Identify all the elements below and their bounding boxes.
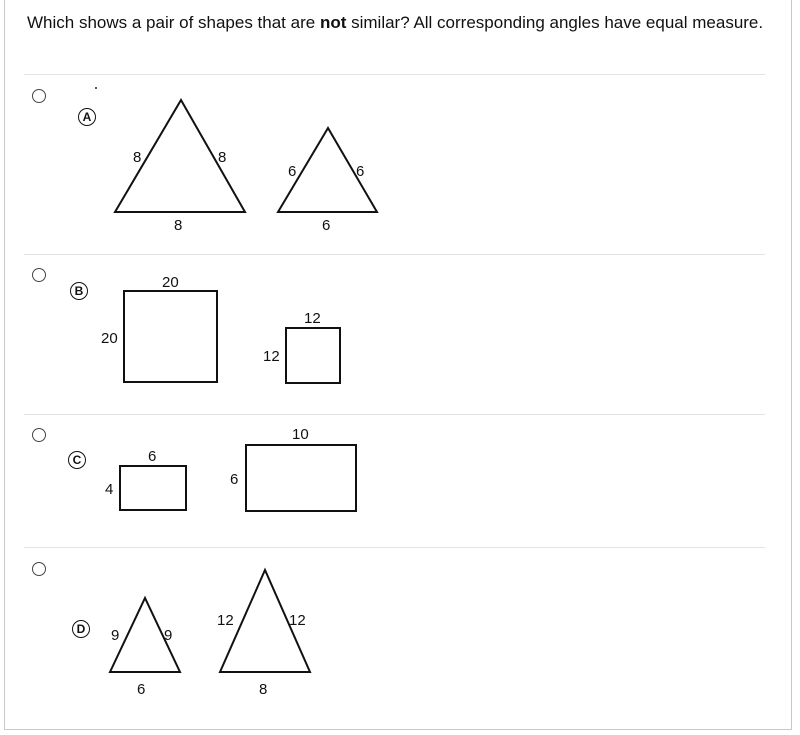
option-c-rect-large (246, 445, 356, 511)
option-a-letter: A (78, 108, 96, 126)
option-c-shape1-side-label: 4 (105, 481, 114, 498)
option-c-shape1-top-label: 6 (148, 448, 157, 465)
option-b-square-large (124, 291, 217, 382)
option-a-shape1-right-label: 8 (218, 149, 227, 166)
option-a-shape1-base-label: 8 (174, 217, 183, 234)
option-b-square-small (286, 328, 340, 383)
option-a-shape1-left-label: 8 (133, 149, 142, 166)
option-a-shape2-right-label: 6 (356, 163, 365, 180)
option-b-shape1-top-label: 20 (162, 274, 179, 291)
option-d-shape1-right-label: 9 (164, 627, 173, 644)
option-d-shape1-base-label: 6 (137, 681, 146, 698)
option-c-shape2-top-label: 10 (292, 426, 309, 443)
question-suffix: similar? All corresponding angles have equal measure. (346, 13, 764, 32)
option-c-rect-small (120, 466, 186, 510)
option-c-shape2-side-label: 6 (230, 471, 239, 488)
option-d-shape2-left-label: 12 (217, 612, 234, 629)
option-a-shape2-left-label: 6 (288, 163, 297, 180)
option-b-shape2-side-label: 12 (263, 348, 280, 365)
option-b-shape2-top-label: 12 (304, 310, 321, 327)
option-c-letter: C (68, 451, 86, 469)
option-d-shape2-right-label: 12 (289, 612, 306, 629)
question-emphasis: not (319, 13, 347, 32)
option-b-shape1-side-label: 20 (101, 330, 118, 347)
question-prefix: Which shows a pair of shapes that are (27, 13, 320, 32)
option-b-letter: B (70, 282, 88, 300)
option-a-shape2-base-label: 6 (322, 217, 331, 234)
option-d-shape2-base-label: 8 (259, 681, 268, 698)
option-d-letter: D (72, 620, 90, 638)
option-d-shape1-left-label: 9 (111, 627, 120, 644)
